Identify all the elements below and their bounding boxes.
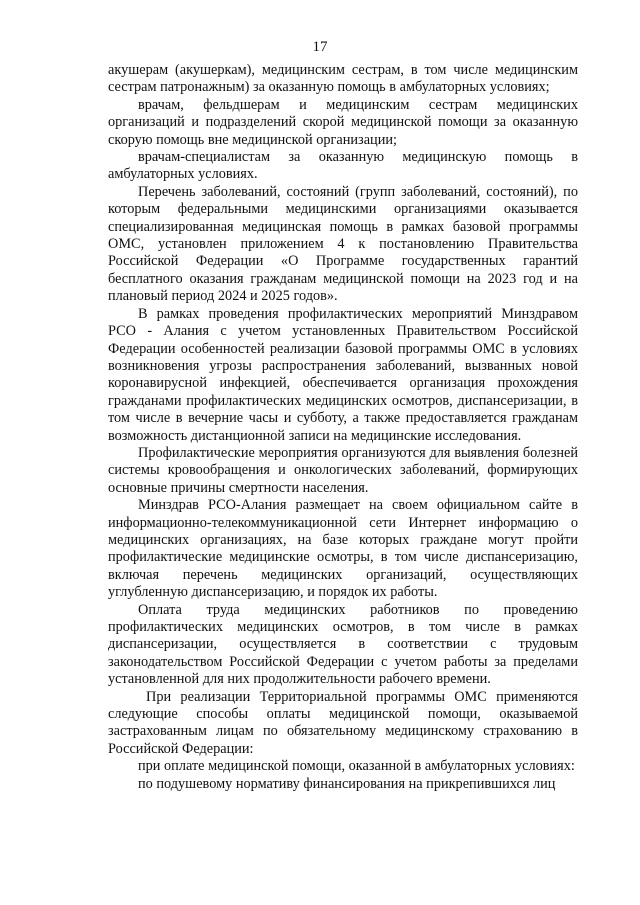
paragraph: врачам, фельдшерам и медицинским сестрам медицинских организаций и подразделений скорой медицинской помощи за оказанную скорую помощь вне медицинской организации; xyxy=(108,96,578,148)
paragraph: по подушевому нормативу финансирования на прикрепившихся лиц xyxy=(138,775,556,792)
paragraph: Перечень заболеваний, состояний (групп заболеваний, состояний), по которым федеральными медицинскими организациями оказывается специализированная медицинская помощь в рамках базовой программы ОМС, установлен приложением 4 к постановлению Правительства Российской Федерации «О Программе государственных гарантий бесплатного оказания гражданам медицинской помощи на 2023 год и на плановый период 2024 и 2025 годов». xyxy=(108,183,578,305)
document-body xyxy=(108,62,578,793)
paragraph: Профилактические мероприятия организуются для выявления болезней системы кровообращения и онкологических заболеваний, формирующих основные причины смертности населения. xyxy=(108,444,578,496)
paragraph: акушерам (акушеркам), медицинским сестрам, в том числе медицинским сестрам патронажным) за оказанную помощь в амбулаторных условиях; xyxy=(108,62,578,96)
paragraph: Минздрав РСО-Алания размещает на своем официальном сайте в информационно-телекоммуникационной сети Интернет информацию о медицинских организациях, на базе которых граждане могут пройти профилактические медицинские осмотры, в том числе диспансеризацию, включая перечень медицинских организаций, осуществляющих углубленную диспансеризацию, и порядок их работы. xyxy=(108,497,578,601)
paragraph: В рамках проведения профилактических мероприятий Минздравом РСО - Алания с учетом установленных Правительством Российской Федерации особенностей реализации базовой программы ОМС в условиях возникновения угрозы распространения заболеваний, вызванных новой коронавирусной инфекцией, обеспечивается организация прохождения гражданами профилактических медицинских осмотров, диспансеризации, в том числе в вечерние часы и субботу, а также предоставляется гражданам возможность дистанционной записи на медицинские исследования. xyxy=(108,305,578,444)
paragraph: Оплата труда медицинских работников по проведению профилактических медицинских осмотров, в том числе в рамках диспансеризации, осуществляется в соответствии с трудовым законодательством Российской Федерации с учетом работы за пределами установленной для них продолжительности рабочего времени. xyxy=(108,601,578,688)
page-number: 17 xyxy=(312,39,328,55)
paragraph: при оплате медицинской помощи, оказанной в амбулаторных условиях: xyxy=(138,758,575,775)
paragraph: При реализации Территориальной программы ОМС применяются следующие способы оплаты медицинской помощи, оказываемой застрахованным лицам по обязательному медицинскому страхованию в Российской Федерации: xyxy=(108,688,578,757)
paragraph: врачам-специалистам за оказанную медицинскую помощь в амбулаторных условиях. xyxy=(108,149,578,183)
